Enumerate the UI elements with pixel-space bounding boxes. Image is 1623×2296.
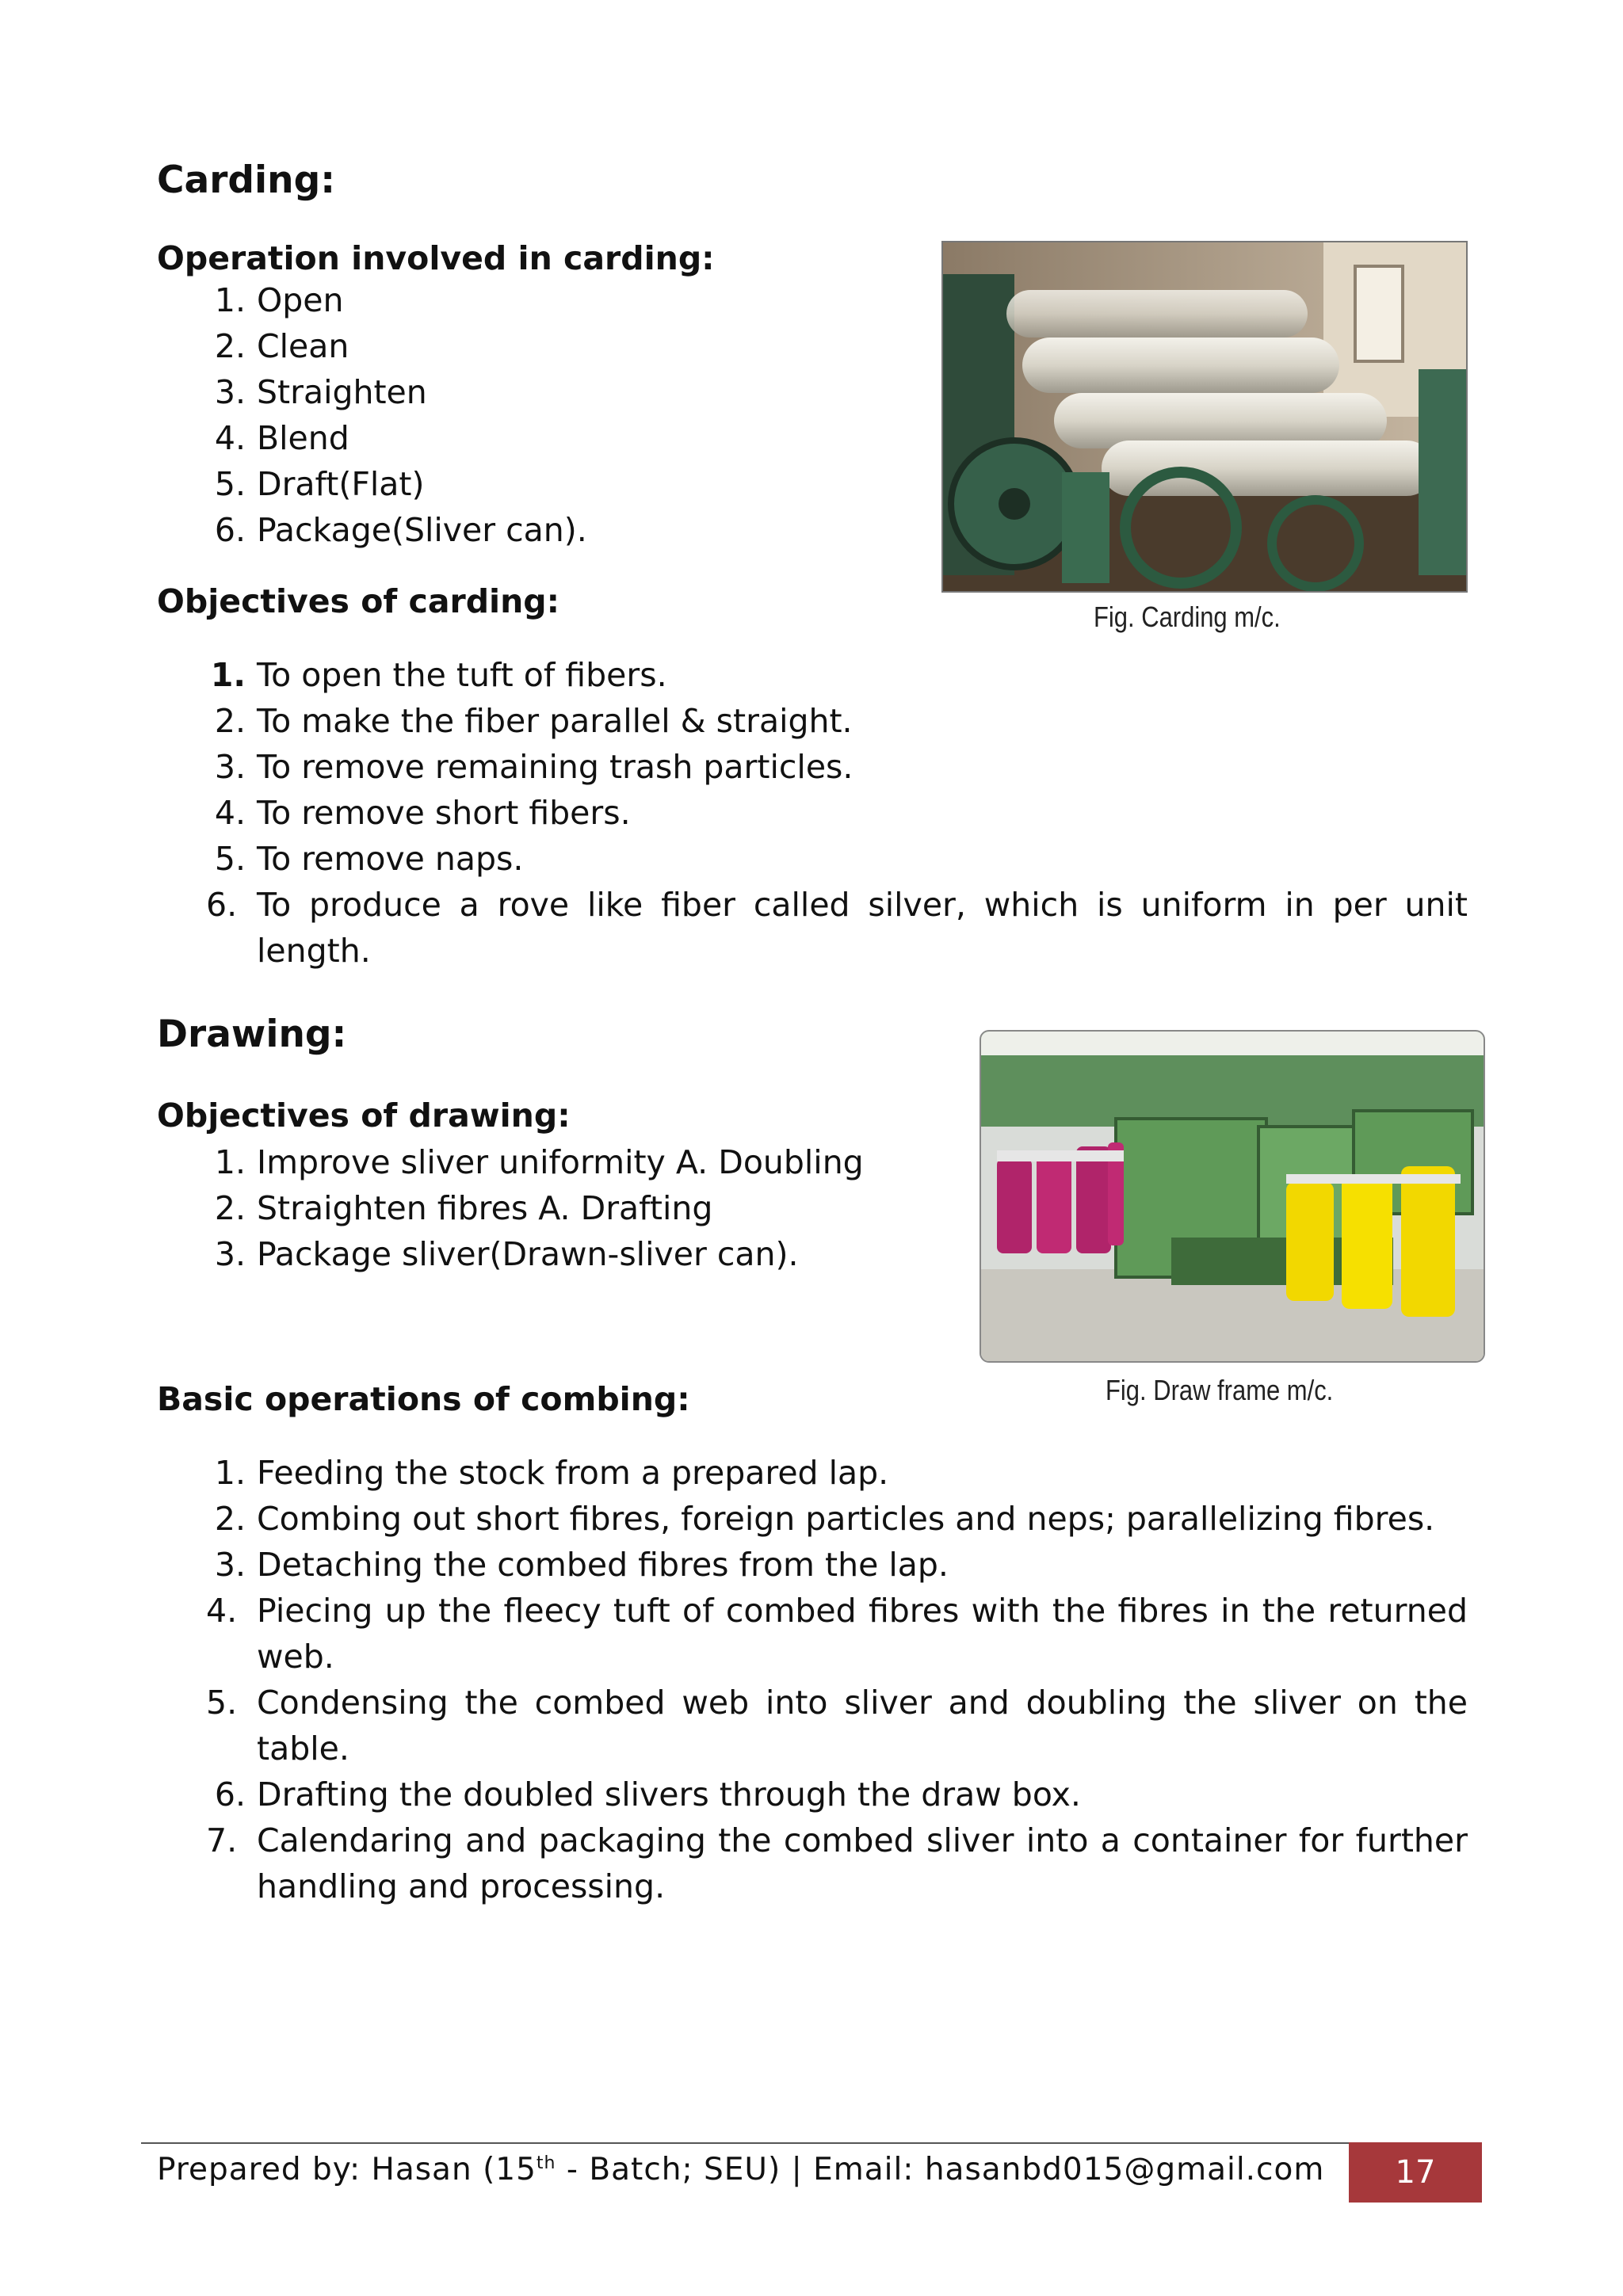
list-item: 1. Open [214, 281, 344, 319]
list-item: 6. Drafting the doubled slivers through the draw box. [214, 1775, 1081, 1814]
footer-divider [141, 2142, 1482, 2144]
list-item: 2. Straighten fibres A. Drafting [214, 1189, 713, 1227]
footer-suffix: - Batch; SEU) | Email: hasanbd015@gmail.com [556, 2152, 1325, 2187]
carding-objectives-list [158, 652, 1468, 974]
carding-machine-illustration [943, 242, 1466, 591]
page-number: 17 [1349, 2142, 1482, 2203]
list-item: 1. Improve sliver uniformity A. Doubling [214, 1143, 864, 1181]
list-item: 1. To open the tuft of fibers. [210, 656, 667, 694]
drawing-heading: Drawing: [157, 1013, 347, 1056]
draw-frame-photo [980, 1030, 1485, 1363]
combing-operations-list [158, 1450, 1468, 1909]
drawing-objectives-list [158, 1139, 864, 1277]
footer-sup: th [536, 2153, 556, 2173]
list-item: 4. Piecing up the fleecy tuft of combed fibres with the fibres in the returned web. [206, 1592, 1468, 1676]
carding-figure-caption: Fig. Carding m/c. [1094, 601, 1281, 633]
list-item: 6. To produce a rove like fiber called silver, which is uniform in per unit length. [206, 886, 1468, 970]
list-item: 5. Draft(Flat) [214, 465, 425, 503]
carding-machine-photo [941, 241, 1468, 593]
carding-objectives-title: Objectives of carding: [157, 582, 560, 620]
list-item: 3. Detaching the combed fibres from the lap. [214, 1546, 949, 1584]
list-item: 2. Combing out short fibres, foreign particles and neps; parallelizing fibres. [214, 1500, 1435, 1538]
carding-operations-list [158, 277, 587, 553]
list-item: 6. Package(Sliver can). [214, 511, 587, 549]
list-item: 7. Calendaring and packaging the combed sliver into a container for further handling and processing. [206, 1821, 1468, 1905]
list-item: 4. Blend [214, 419, 349, 457]
carding-heading: Carding: [157, 158, 336, 202]
drawing-objectives-title: Objectives of drawing: [157, 1097, 571, 1135]
list-item: 2. To make the fiber parallel & straight. [214, 702, 853, 740]
footer-credit [157, 2152, 1324, 2187]
footer-prefix: Prepared by: Hasan (15 [157, 2152, 537, 2187]
combing-title: Basic operations of combing: [157, 1380, 690, 1418]
list-item: 2. Clean [214, 327, 349, 365]
list-item: 3. To remove remaining trash particles. [214, 748, 854, 786]
list-item: 5. Condensing the combed web into sliver and doubling the sliver on the table. [206, 1684, 1468, 1768]
list-item: 5. To remove naps. [214, 840, 524, 878]
draw-frame-illustration [981, 1032, 1484, 1361]
list-item: 3. Straighten [214, 373, 427, 411]
list-item: 4. To remove short fibers. [214, 794, 631, 832]
list-item: 1. Feeding the stock from a prepared lap. [214, 1454, 889, 1492]
carding-operations-title: Operation involved in carding: [157, 239, 715, 277]
draw-frame-figure-caption: Fig. Draw frame m/c. [1106, 1374, 1334, 1406]
list-item: 3. Package sliver(Drawn-sliver can). [214, 1235, 799, 1273]
